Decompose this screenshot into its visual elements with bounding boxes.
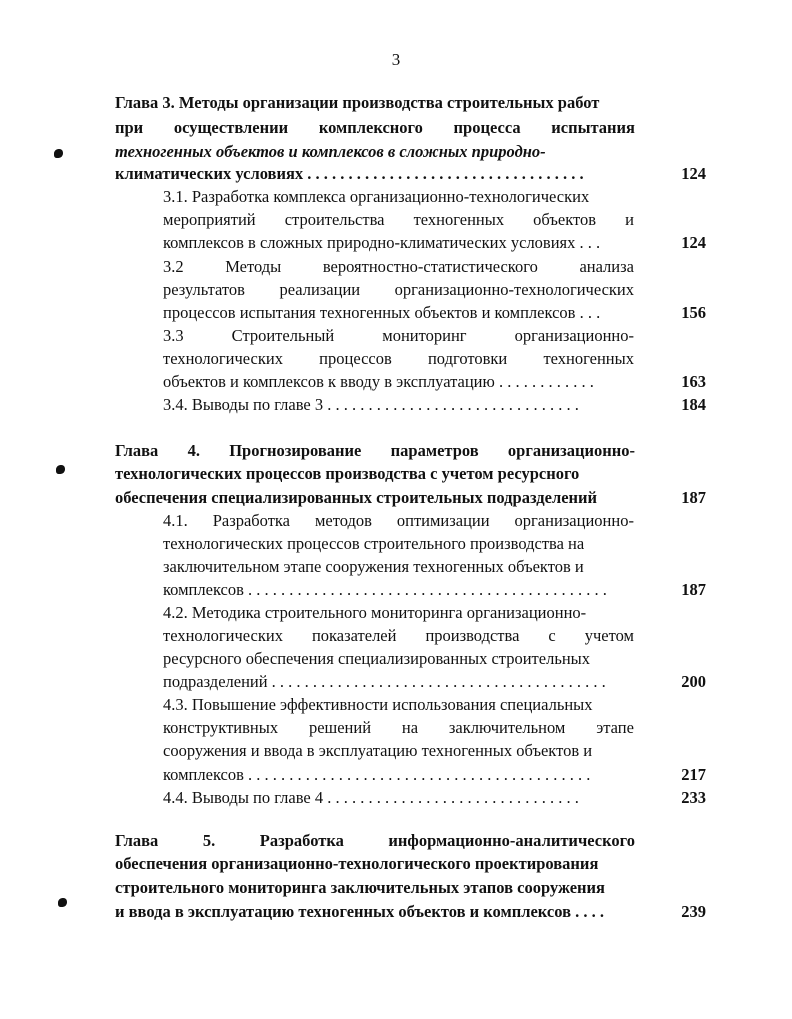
section-entry-line [163,371,634,393]
toc-word: оптимизации [396,511,490,530]
toc-word: 3.1. Разработка комплекса организационно-технологических [163,187,590,206]
toc-word: процессов испытания техногенных объектов и комплексов . . . [163,303,601,322]
toc-word: с [548,626,556,645]
toc-word: методов [314,511,372,530]
toc-word: организационно- [514,511,634,530]
toc-page-number: 187 [681,580,706,599]
toc-word: испытания [551,118,635,137]
toc-word: Разработка [259,831,344,850]
toc-word: заключительном этапе сооружения техногенных объектов и [163,557,584,576]
chapter-heading-line [115,163,635,185]
toc-page-number: 233 [681,788,706,807]
toc-word: комплексного [318,118,423,137]
toc-word: Прогнозирование [229,441,362,460]
section-entry-line [163,325,634,347]
toc-word: и ввода в эксплуатацию техногенных объектов и комплексов . . . . [115,902,604,921]
toc-word: 3.3 [163,326,184,345]
toc-page-number: 187 [681,488,706,507]
chapter-heading-line [115,440,635,462]
toc-word: Методы [225,257,282,276]
toc-word: информационно-аналитического [388,831,635,850]
chapter-heading-line [115,141,635,163]
chapter-heading-line [115,830,635,852]
chapter-heading-line [115,463,635,485]
toc-page-number: 200 [681,672,706,691]
section-entry-line [163,348,634,370]
margin-mark [56,465,65,474]
page-number: 3 [391,50,401,69]
chapter-heading-line [115,853,635,875]
toc-word: организационно- [514,326,634,345]
toc-word: климатических условиях . . . . . . . . . . . . . . . . . . . . . . . . . . . . . . . . . . [115,164,584,183]
section-entry-line [163,510,634,532]
toc-word: мероприятий [163,210,256,229]
toc-word: организационно- [507,441,635,460]
section-entry-line [163,302,634,324]
toc-word: 4. [187,441,200,460]
toc-word: этапе [596,718,634,737]
section-entry-line [163,671,634,693]
toc-word: комплексов в сложных природно-климатических условиях . . . [163,233,601,252]
section-entry-line [163,602,634,624]
toc-word: 3.4. Выводы по главе 3 . . . . . . . . . . . . . . . . . . . . . . . . . . . . . . . [163,395,579,414]
toc-page-number: 124 [681,164,706,183]
toc-word: параметров [390,441,479,460]
toc-word: обеспечения специализированных строительных подразделений [115,488,598,507]
toc-page-number: 156 [681,303,706,322]
toc-word: решений [308,718,372,737]
toc-page-number: 163 [681,372,706,391]
toc-word: вероятностно-статистического [322,257,538,276]
toc-word: результатов [163,280,245,299]
margin-mark [58,898,67,907]
toc-word: технологических процессов производства с учетом ресурсного [115,464,580,483]
toc-word: ресурсного обеспечения специализированных строительных [163,649,591,668]
toc-word: производства [425,626,520,645]
toc-word: и [625,210,634,229]
toc-word: 3.2 [163,257,184,276]
section-entry-line [163,394,634,416]
toc-word: процесса [453,118,521,137]
toc-word: Глава 3. Методы организации производства строительных работ [115,93,600,112]
toc-word: процессов [319,349,392,368]
toc-word: технологических [163,349,283,368]
toc-word: заключительном [448,718,566,737]
chapter-heading-line [115,487,635,509]
section-entry-line [163,579,634,601]
toc-word: показателей [311,626,397,645]
toc-page-number: 217 [681,765,706,784]
toc-word: подготовки [427,349,508,368]
toc-page-number: 124 [681,233,706,252]
toc-word: подразделений . . . . . . . . . . . . . . . . . . . . . . . . . . . . . . . . . . . . . . . . . [163,672,606,691]
toc-word: конструктивных [163,718,279,737]
toc-word: 4.1. [163,511,188,530]
toc-word: 4.3. Повышение эффективности использования специальных [163,695,593,714]
toc-word: осуществлении [173,118,289,137]
section-entry-line [163,648,634,670]
chapter-heading-line [115,92,635,114]
toc-word: анализа [579,257,634,276]
toc-word: техногенных объектов и комплексов в сложных природно- [115,142,546,161]
toc-word: объектов [533,210,597,229]
toc-word: на [401,718,419,737]
toc-word: техногенных [543,349,634,368]
toc-word: комплексов . . . . . . . . . . . . . . . . . . . . . . . . . . . . . . . . . . . . . . . . . . . . [163,580,607,599]
toc-word: объектов и комплексов к вводу в эксплуатацию . . . . . . . . . . . . [163,372,594,391]
toc-word: при [115,118,144,137]
toc-word: 4.2. Методика строительного мониторинга организационно- [163,603,587,622]
section-entry-line [163,279,634,301]
section-entry-line [163,209,634,231]
toc-word: реализации [279,280,361,299]
section-entry-line [163,787,634,809]
chapter-heading-line [115,901,635,923]
section-entry-line [163,186,634,208]
toc-word: технологических процессов строительного производства на [163,534,585,553]
section-entry-line [163,764,634,786]
toc-word: обеспечения организационно-технологического проектирования [115,854,599,873]
section-entry-line [163,694,634,716]
section-entry-line [163,625,634,647]
toc-word: организационно-технологических [394,280,634,299]
section-entry-line [163,533,634,555]
toc-word: Глава [115,831,159,850]
toc-word: мониторинг [382,326,467,345]
toc-word: техногенных [413,210,505,229]
toc-word: технологических [163,626,283,645]
toc-word: 5. [202,831,216,850]
section-entry-line [163,740,634,762]
toc-word: Строительный [231,326,335,345]
toc-word: 4.4. Выводы по главе 4 . . . . . . . . . . . . . . . . . . . . . . . . . . . . . . . [163,788,579,807]
toc-word: учетом [584,626,634,645]
section-entry-line [163,717,634,739]
section-entry-line [163,256,634,278]
toc-word: Разработка [212,511,291,530]
toc-word: комплексов . . . . . . . . . . . . . . . . . . . . . . . . . . . . . . . . . . . . . . . . . . [163,765,591,784]
toc-page-number: 184 [681,395,706,414]
section-entry-line [163,556,634,578]
section-entry-line [163,232,634,254]
toc-page-number: 239 [681,902,706,921]
toc-word: строительства [284,210,385,229]
toc-word: сооружения и ввода в эксплуатацию техногенных объектов и [163,741,593,760]
margin-mark [54,149,63,158]
chapter-heading-line [115,877,635,899]
toc-word: строительного мониторинга заключительных этапов сооружения [115,878,605,897]
toc-word: Глава [115,441,159,460]
chapter-heading-line [115,117,635,139]
